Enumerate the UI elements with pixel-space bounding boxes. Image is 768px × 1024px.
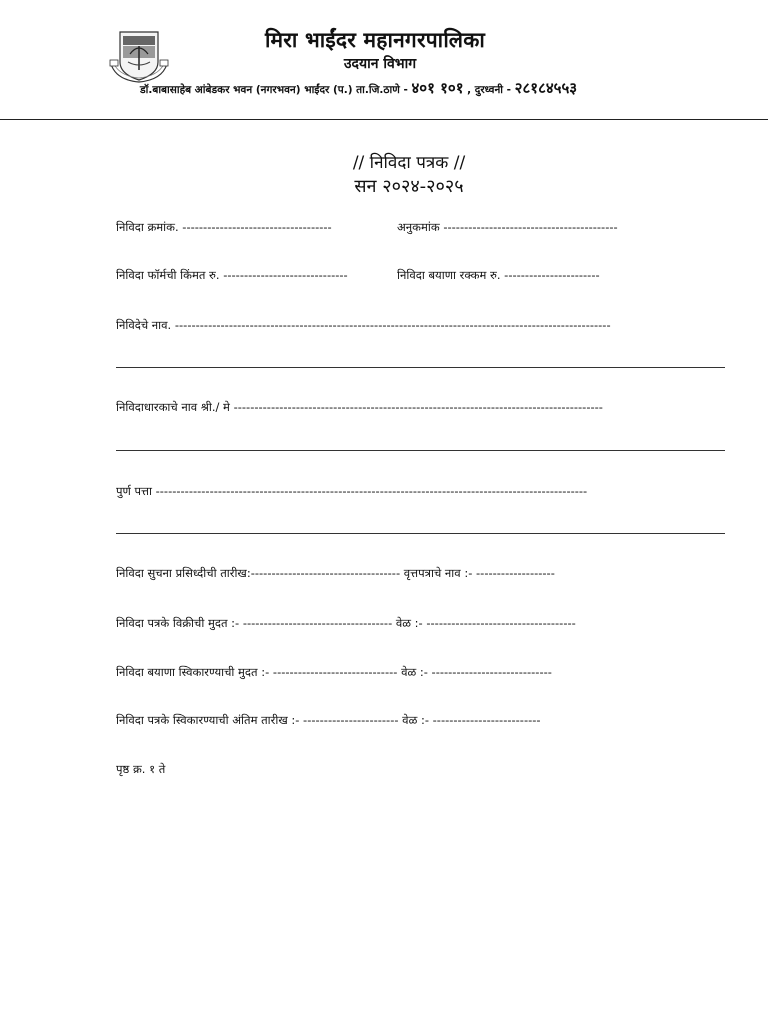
final-time-label: वेळ :- [398,713,429,727]
sale-period-row [116,616,576,631]
full-address-continuation-line[interactable] [116,533,725,534]
tender-name-continuation-line[interactable] [116,367,725,368]
deposit-period-row [116,665,552,680]
municipal-emblem-logo [108,28,170,84]
pincode: ४०१ १०१ [411,79,464,97]
deposit-amount-blank[interactable]: ----------------------- [500,268,600,282]
full-address-blank[interactable]: -------------------------------------------------------------------------------------------------------- [151,484,588,498]
header-divider [0,119,768,120]
serial-number-blank[interactable]: ------------------------------------------ [439,220,618,234]
sale-time-blank[interactable]: ------------------------------------ [422,616,576,630]
sale-time-label: वेळ :- [392,616,423,630]
bidder-name-row [116,400,603,415]
phone-number: २८१८४५५३ [514,79,578,97]
newspaper-label: वृत्तपत्राचे नाव :- [400,566,473,580]
notice-date-label: निविदा सुचना प्रसिध्दीची तारीख: [116,566,251,580]
bidder-name-blank[interactable]: ----------------------------------------------------------------------------------------- [229,400,603,414]
deposit-amount-row [397,268,600,283]
final-date-row [116,713,541,728]
tender-name-row [116,318,611,333]
full-address-label: पुर्ण पत्ता [116,484,152,498]
deposit-period-blank[interactable]: ------------------------------ [269,665,398,679]
tender-name-label: निविदेचे नाव. [116,318,172,332]
department-name: उदयान विभाग [343,56,417,72]
bidder-name-continuation-line[interactable] [116,450,725,451]
form-price-label: निविदा फॉर्मची किंमत रु. [116,268,220,282]
page-number-note: पृष्ठ क्र. १ ते [116,762,166,776]
document-year: सन २०२४-२०२५ [354,176,464,197]
final-date-blank[interactable]: ----------------------- [299,713,399,727]
sale-period-blank[interactable]: ------------------------------------ [239,616,393,630]
bidder-name-label: निविदाधारकाचे नाव श्री./ मे [116,400,230,414]
final-time-blank[interactable]: -------------------------- [429,713,541,727]
address-line [140,78,740,98]
serial-number-row [397,220,618,235]
form-price-row [116,268,348,283]
notice-date-blank[interactable]: ------------------------------------ [250,566,401,580]
serial-number-label: अनुकमांक [397,220,440,234]
form-price-blank[interactable]: ------------------------------ [219,268,348,282]
deposit-amount-label: निविदा बयाणा रक्कम रु. [397,268,501,282]
deposit-period-label: निविदा बयाणा स्विकारण्याची मुदत :- [116,665,270,679]
organization-name: मिरा भाईंदर महानगरपालिका [265,28,485,52]
newspaper-blank[interactable]: ------------------- [472,566,555,580]
deposit-time-label: वेळ :- [397,665,428,679]
document-title: // निविदा पत्रक // [352,153,466,173]
tender-number-label: निविदा क्रमांक. [116,220,179,234]
tender-number-row [116,220,332,235]
tender-number-blank[interactable]: ------------------------------------ [178,220,332,234]
phone-label: , दुरध्वनी - [463,84,515,96]
final-date-label: निविदा पत्रके स्विकारण्याची अंतिम तारीख :- [116,713,300,727]
deposit-time-blank[interactable]: ----------------------------- [427,665,552,679]
full-address-row [116,484,587,499]
address-text: डॉ.बाबासाहेब आंबेडकर भवन (नगरभवन) भाईंदर (प.) ता.जि.ठाणे - [140,84,412,96]
notice-date-row [116,566,555,581]
tender-name-blank[interactable]: --------------------------------------------------------------------------------------------------------- [171,318,611,332]
sale-period-label: निविदा पत्रके विक्रीची मुदत :- [116,616,240,630]
